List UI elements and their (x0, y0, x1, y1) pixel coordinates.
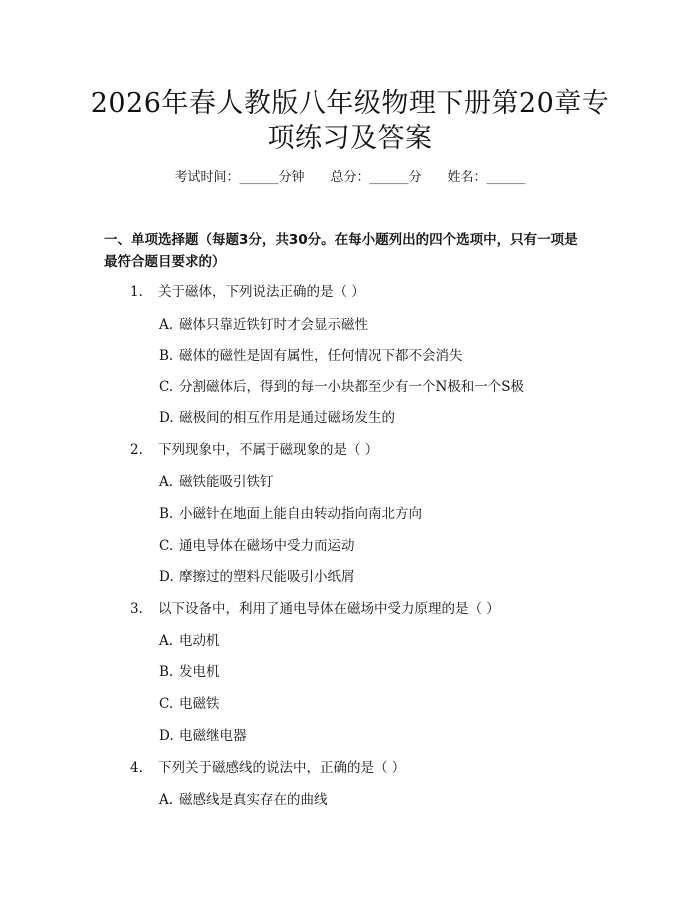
option-text: 磁极间的相互作用是通过磁场发生的 (179, 410, 395, 426)
q2-option-d (159, 567, 355, 587)
question-2 (130, 440, 378, 460)
q3-option-a (159, 631, 220, 651)
option-letter: A. (159, 792, 174, 808)
q3-option-b (159, 662, 220, 682)
score-label: 总分： (330, 170, 370, 185)
option-letter: A. (159, 633, 174, 649)
time-label: 考试时间： (174, 170, 240, 185)
question-1 (130, 282, 365, 302)
q3-option-d (159, 726, 247, 746)
option-letter: B. (159, 348, 174, 364)
question-number: 3. (130, 601, 143, 617)
question-text: 下列现象中，不属于磁现象的是（ ） (158, 442, 379, 458)
time-unit: 分钟 (278, 170, 305, 185)
option-text: 分割磁体后，得到的每一小块都至少有一个N极和一个S极 (179, 379, 525, 395)
option-letter: D. (159, 728, 174, 744)
question-4 (130, 758, 405, 778)
option-letter: C. (159, 538, 174, 554)
name-label: 姓名： (447, 170, 487, 185)
q2-option-a (159, 472, 274, 492)
option-letter: D. (159, 410, 174, 426)
option-text: 磁体的磁性是固有属性，任何情况下都不会消失 (179, 348, 463, 364)
option-text: 小磁针在地面上能自由转动指向南北方向 (179, 506, 422, 522)
option-letter: D. (159, 569, 174, 585)
score-unit: 分 (408, 170, 422, 185)
document-title-line1: 2026年春人教版八年级物理下册第20章专 (90, 88, 610, 119)
q4-option-a (159, 790, 328, 810)
option-text: 通电导体在磁场中受力而运动 (179, 538, 355, 554)
question-number: 4. (130, 760, 143, 776)
question-text: 下列关于磁感线的说法中，正确的是（ ） (158, 760, 406, 776)
q3-option-c (159, 694, 220, 714)
q1-option-d (159, 408, 395, 428)
option-text: 磁体只靠近铁钉时才会显示磁性 (179, 317, 368, 333)
option-letter: A. (159, 317, 174, 333)
time-blank: ______ (239, 170, 279, 185)
q2-option-b (159, 504, 422, 524)
question-text: 以下设备中，利用了通电导体在磁场中受力原理的是（ ） (158, 601, 500, 617)
question-text: 关于磁体，下列说法正确的是（ ） (158, 284, 365, 300)
question-number: 1. (130, 284, 143, 300)
option-letter: C. (159, 696, 174, 712)
option-text: 磁铁能吸引铁钉 (179, 474, 274, 490)
option-letter: B. (159, 506, 174, 522)
q2-option-c (159, 536, 355, 556)
option-text: 电动机 (179, 633, 220, 649)
score-blank: ______ (369, 170, 409, 185)
exam-meta (0, 168, 700, 188)
question-number: 2. (130, 442, 143, 458)
section-heading-line2: 最符合题目要求的） (104, 254, 226, 270)
q1-option-c (159, 377, 524, 397)
name-blank: ______ (486, 170, 526, 185)
question-3 (130, 599, 500, 619)
q1-option-b (159, 346, 463, 366)
q1-option-a (159, 315, 368, 335)
option-text: 磁感线是真实存在的曲线 (179, 792, 328, 808)
option-text: 电磁继电器 (179, 728, 247, 744)
option-text: 发电机 (179, 664, 220, 680)
option-letter: B. (159, 664, 174, 680)
option-letter: A. (159, 474, 174, 490)
document-title-line2: 项练习及答案 (267, 123, 433, 154)
option-text: 摩擦过的塑料尺能吸引小纸屑 (179, 569, 355, 585)
option-letter: C. (159, 379, 174, 395)
section-heading-line1: 一、单项选择题（每题3分，共30分。在每小题列出的四个选项中，只有一项是 (104, 232, 578, 248)
option-text: 电磁铁 (179, 696, 220, 712)
